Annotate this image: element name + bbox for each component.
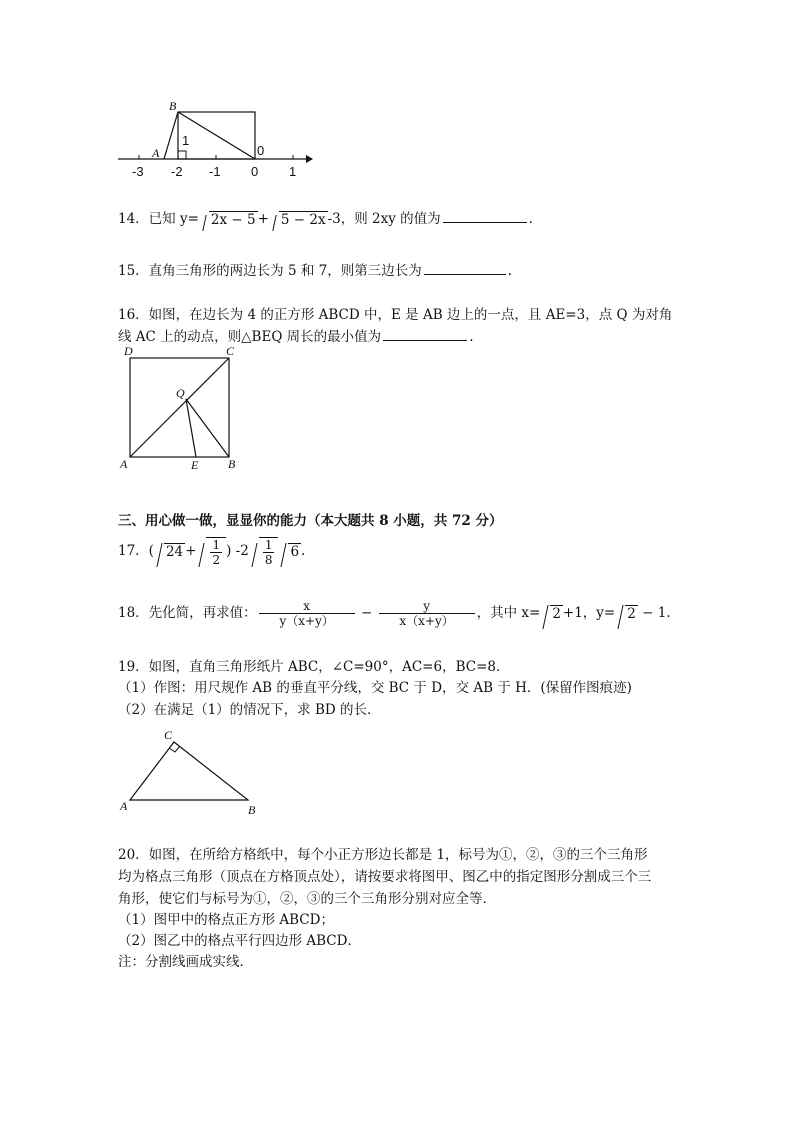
square-figure: [118, 344, 248, 474]
answer-blank[interactable]: [443, 208, 527, 223]
label-A: A: [120, 457, 128, 471]
label-A: A: [152, 146, 160, 160]
q15-text: 15．直角三角形的两边长为 5 和 7，则第三边长为: [118, 263, 422, 279]
question-16-line-1: 16．如图，在边长为 4 的正方形 ABCD 中，E 是 AB 边上的一点，且 AE=3，点 Q 为对角: [118, 307, 673, 323]
square-svg: [118, 344, 248, 474]
radical: 5 − 2x: [270, 209, 328, 231]
number-line-figure: [118, 96, 318, 180]
radical: [250, 537, 279, 567]
fraction: $\frac{1}{8}$: [264, 537, 273, 567]
question-20-line-2: 均为格点三角形（顶点在方格顶点处），请按要求将图甲、图乙中的指定图形分割成三个三: [118, 869, 652, 885]
label-C: C: [226, 344, 235, 358]
question-19-line-3: （2）在满足（1）的情况下，求 BD 的长．: [118, 702, 381, 718]
question-15: 15．直角三角形的两边长为 5 和 7，则第三边长为 .: [118, 260, 512, 282]
question-17: 17．( 24 + $\frac{1}{2}$ ) -2 $\frac{1}{8}$ 6 .: [118, 537, 306, 567]
answer-blank[interactable]: [383, 326, 467, 341]
label-A: A: [120, 799, 128, 813]
question-19-line-1: 19．如图，直角三角形纸片 ABC，∠C=90°，AC=6，BC=8．: [118, 659, 510, 675]
question-20-line-1: 20．如图，在所给方格纸中，每个小正方形边长都是 1，标号为①，②，③的三个三角形: [118, 847, 648, 863]
tick-label: -3: [132, 164, 144, 179]
number-line-svg: [118, 96, 318, 180]
fraction: $\frac{y}{x(x+y)}$: [379, 599, 475, 628]
q14-suffix: -3，则 2xy 的值为: [327, 211, 441, 227]
tick-label: 1: [289, 164, 297, 179]
label-E: E: [191, 458, 199, 472]
question-14: 14．已知 y= 2x − 5 + 5 − 2x -3，则 2xy 的值为 .: [118, 208, 533, 231]
fraction: $\frac{1}{2}$: [212, 537, 221, 567]
radical: 2: [541, 599, 563, 629]
label-B: B: [248, 803, 256, 817]
tick-label: 0: [251, 164, 259, 179]
question-20-line-3: 角形，使它们与标号为①，②，③的三个三角形分别对应全等．: [118, 891, 496, 907]
fraction: $\frac{x}{y(x+y)}$: [259, 599, 355, 628]
label-D: D: [124, 344, 133, 358]
section-3-heading: 三、用心做一做，显显你的能力（本大题共 8 小题，共 72 分）: [118, 513, 503, 529]
label-Q: Q: [176, 386, 185, 400]
label-1: 1: [182, 133, 190, 148]
radical: 2: [616, 599, 638, 629]
radical: 24: [155, 537, 185, 567]
question-19-line-2: （1）作图：用尺规作 AB 的垂直平分线，交 BC 于 D，交 AB 于 H．(保留作图痕迹): [118, 680, 632, 696]
triangle-svg: [118, 726, 268, 818]
label-B: B: [169, 99, 177, 113]
label-C: C: [164, 728, 173, 742]
label-0: 0: [257, 143, 265, 158]
label-B: B: [228, 457, 236, 471]
q14-prefix: 14．已知 y=: [118, 211, 199, 227]
question-16-line-2: 线 AC 上的动点，则△BEQ 周长的最小值为 .: [118, 326, 473, 348]
tick-label: -1: [209, 164, 221, 179]
question-20-line-4: （1）图甲中的格点正方形 ABCD；: [118, 912, 334, 928]
tick-label: -2: [171, 164, 183, 179]
question-18: 18．先化简，再求值： $\frac{x}{y(x+y)}$ − $\frac{y}{x(x+y)}$ ，其中 x= 2 +1，y= 2 − 1.: [118, 599, 671, 628]
question-20-line-5: （2）图乙中的格点平行四边形 ABCD．: [118, 933, 361, 949]
question-20-note: 注：分割线画成实线．: [118, 954, 253, 970]
answer-blank[interactable]: [424, 260, 506, 275]
radical: 6: [279, 537, 301, 567]
radical: 2x − 5: [200, 209, 258, 231]
radical: [197, 537, 226, 567]
triangle-figure: [118, 726, 268, 818]
